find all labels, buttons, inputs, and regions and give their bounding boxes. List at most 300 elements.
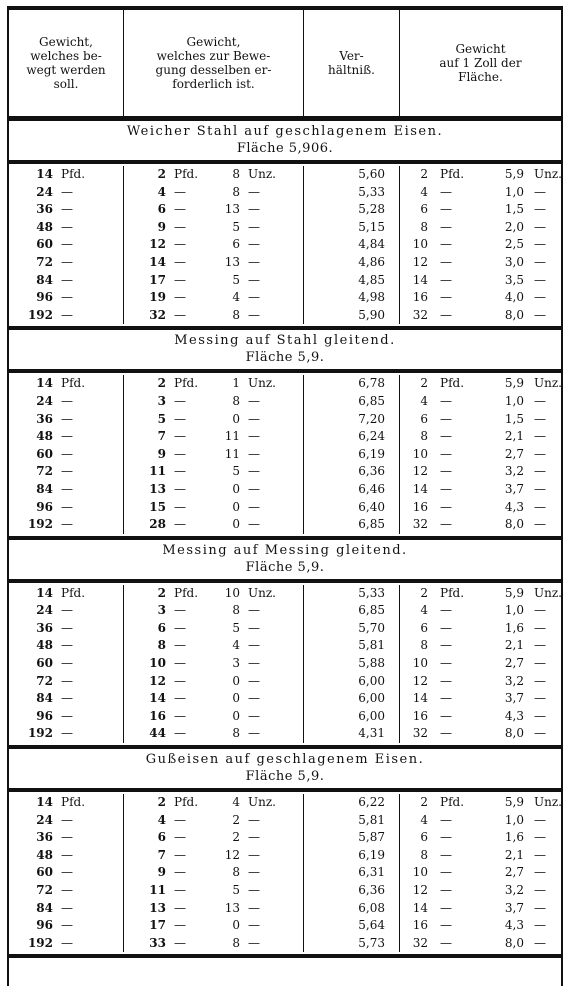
per-inch-pounds: 16 <box>412 918 428 933</box>
cell-required-weight <box>123 935 303 953</box>
moved-weight-value: 96 <box>36 708 53 723</box>
cell-weight-per-inch <box>399 236 568 254</box>
per-inch-ounces-unit: — <box>534 237 546 252</box>
required-pounds: 16 <box>149 708 166 723</box>
required-ounces-unit: — <box>248 202 260 217</box>
required-pounds-unit: — <box>174 830 186 845</box>
moved-weight-unit: Pfd. <box>61 376 86 391</box>
per-inch-ounces: 2,1 <box>504 638 524 653</box>
moved-weight-value: 36 <box>36 830 53 845</box>
per-inch-pounds: 32 <box>412 307 428 322</box>
required-ounces-unit: — <box>248 184 260 199</box>
table-row <box>9 690 561 708</box>
cell-moved-weight <box>9 481 123 499</box>
moved-weight-value: 36 <box>36 620 53 635</box>
cell-required-weight <box>123 882 303 900</box>
cell-moved-weight <box>9 463 123 481</box>
moved-weight-value: 84 <box>36 691 53 706</box>
required-ounces: 5 <box>232 883 240 897</box>
cell-moved-weight <box>9 219 123 237</box>
cell-weight-per-inch <box>399 499 568 517</box>
cell-moved-weight <box>9 166 123 184</box>
per-inch-ounces-unit: — <box>534 272 546 287</box>
required-pounds: 3 <box>157 603 166 618</box>
per-inch-ounces: 1,0 <box>504 603 524 618</box>
required-pounds: 28 <box>149 517 166 532</box>
cell-weight-per-inch <box>399 690 568 708</box>
moved-weight-unit: — <box>61 254 73 269</box>
friction-table-page <box>7 6 563 986</box>
cell-weight-per-inch <box>399 184 568 202</box>
per-inch-ounces: 3,2 <box>504 464 524 479</box>
section-area: Fläche 5,9. <box>245 350 325 366</box>
per-inch-pounds: 6 <box>420 411 428 426</box>
required-pounds: 17 <box>149 272 166 287</box>
cell-weight-per-inch <box>399 411 568 429</box>
moved-weight-unit: — <box>61 830 73 845</box>
moved-weight-unit: — <box>61 517 73 532</box>
cell-weight-per-inch <box>399 428 568 446</box>
required-ounces: 4 <box>232 290 240 305</box>
cell-moved-weight <box>9 725 123 743</box>
required-ounces-unit: — <box>248 708 260 723</box>
per-inch-ounces-unit: — <box>534 847 546 862</box>
per-inch-pounds-unit: — <box>440 429 452 444</box>
moved-weight-unit: — <box>61 708 73 723</box>
cell-moved-weight <box>9 864 123 882</box>
required-ounces-unit: — <box>248 830 260 845</box>
per-inch-pounds-unit: — <box>440 517 452 532</box>
per-inch-ounces: 3,7 <box>504 900 524 915</box>
cell-weight-per-inch <box>399 481 568 499</box>
cell-moved-weight <box>9 254 123 272</box>
required-ounces-unit: — <box>248 918 260 933</box>
per-inch-ounces-unit: — <box>534 499 546 514</box>
required-pounds: 14 <box>149 254 166 269</box>
moved-weight-value: 48 <box>36 847 53 862</box>
table-row <box>9 499 561 517</box>
required-ounces: 11 <box>224 446 240 461</box>
required-pounds: 6 <box>157 620 166 635</box>
per-inch-ounces-unit: — <box>534 708 546 723</box>
cell-moved-weight <box>9 935 123 953</box>
per-inch-ounces-unit: — <box>534 219 546 234</box>
moved-weight-unit: — <box>61 883 73 897</box>
required-pounds: 9 <box>157 446 166 461</box>
required-pounds: 13 <box>149 900 166 915</box>
table-row <box>9 236 561 254</box>
cell-required-weight <box>123 289 303 307</box>
required-pounds-unit: Pfd. <box>174 585 199 600</box>
per-inch-ounces: 4,3 <box>504 708 524 723</box>
per-inch-pounds-unit: — <box>440 411 452 426</box>
required-ounces: 5 <box>232 620 240 635</box>
per-inch-ounces: 5,9 <box>504 795 524 810</box>
required-pounds-unit: — <box>174 620 186 635</box>
per-inch-ounces-unit: — <box>534 481 546 496</box>
per-inch-pounds-unit: — <box>440 219 452 234</box>
per-inch-pounds: 10 <box>412 865 428 880</box>
cell-moved-weight <box>9 882 123 900</box>
per-inch-ounces: 3,0 <box>504 254 524 269</box>
moved-weight-unit: — <box>61 290 73 305</box>
table-row <box>9 481 561 499</box>
required-pounds: 8 <box>157 638 166 653</box>
required-ounces-unit: — <box>248 935 260 950</box>
per-inch-pounds: 6 <box>420 620 428 635</box>
moved-weight-value: 24 <box>36 393 53 408</box>
per-inch-pounds-unit: — <box>440 900 452 915</box>
per-inch-ounces-unit: — <box>534 918 546 933</box>
moved-weight-unit: — <box>61 219 73 234</box>
required-ounces-unit: Unz. <box>248 795 276 810</box>
table-row <box>9 201 561 219</box>
required-pounds-unit: — <box>174 812 186 827</box>
table-row <box>9 585 561 603</box>
cell-moved-weight <box>9 708 123 726</box>
table-row <box>9 272 561 290</box>
per-inch-pounds: 2 <box>420 376 428 391</box>
required-pounds-unit: — <box>174 254 186 269</box>
cell-moved-weight <box>9 829 123 847</box>
per-inch-ounces-unit: — <box>534 393 546 408</box>
cell-weight-per-inch <box>399 829 568 847</box>
required-pounds: 6 <box>157 202 166 217</box>
moved-weight-unit: — <box>61 812 73 827</box>
moved-weight-unit: — <box>61 411 73 426</box>
per-inch-pounds-unit: — <box>440 918 452 933</box>
required-ounces-unit: — <box>248 517 260 532</box>
cell-weight-per-inch <box>399 602 568 620</box>
required-pounds-unit: — <box>174 708 186 723</box>
ratio-value: 6,22 <box>303 794 399 812</box>
per-inch-pounds: 8 <box>420 847 428 862</box>
bottom-rule <box>9 954 561 958</box>
per-inch-pounds: 6 <box>420 202 428 217</box>
required-ounces-unit: — <box>248 446 260 461</box>
cell-moved-weight <box>9 812 123 830</box>
cell-moved-weight <box>9 184 123 202</box>
per-inch-ounces-unit: — <box>534 620 546 635</box>
required-pounds-unit: — <box>174 272 186 287</box>
required-ounces-unit: — <box>248 272 260 287</box>
ratio-value: 6,00 <box>303 690 399 708</box>
required-ounces: 8 <box>232 865 240 880</box>
table-row <box>9 882 561 900</box>
required-pounds: 15 <box>149 499 166 514</box>
section-area: Fläche 5,9. <box>245 769 325 785</box>
per-inch-ounces-unit: Unz. <box>534 795 562 810</box>
required-pounds-unit: — <box>174 691 186 706</box>
moved-weight-value: 60 <box>36 656 53 671</box>
per-inch-ounces-unit: — <box>534 638 546 653</box>
per-inch-ounces: 4,0 <box>504 290 524 305</box>
cell-weight-per-inch <box>399 864 568 882</box>
moved-weight-value: 24 <box>36 184 53 199</box>
required-ounces-unit: — <box>248 812 260 827</box>
required-pounds: 11 <box>149 464 166 479</box>
moved-weight-value: 96 <box>36 918 53 933</box>
per-inch-ounces: 3,7 <box>504 691 524 706</box>
table-row <box>9 620 561 638</box>
per-inch-ounces: 1,6 <box>504 620 524 635</box>
required-ounces: 8 <box>232 726 240 741</box>
per-inch-ounces-unit: — <box>534 411 546 426</box>
required-pounds-unit: Pfd. <box>174 167 199 181</box>
moved-weight-unit: — <box>61 446 73 461</box>
required-pounds: 9 <box>157 865 166 880</box>
per-inch-pounds-unit: — <box>440 883 452 897</box>
cell-weight-per-inch <box>399 463 568 481</box>
moved-weight-value: 84 <box>36 900 53 915</box>
moved-weight-unit: Pfd. <box>61 795 86 810</box>
per-inch-ounces-unit: — <box>534 691 546 706</box>
per-inch-pounds-unit: — <box>440 464 452 479</box>
per-inch-pounds: 4 <box>420 603 428 618</box>
moved-weight-unit: — <box>61 603 73 618</box>
per-inch-pounds-unit: Pfd. <box>440 167 465 181</box>
required-pounds-unit: — <box>174 219 186 234</box>
required-ounces: 12 <box>224 847 240 862</box>
moved-weight-value: 60 <box>36 446 53 461</box>
cell-required-weight <box>123 900 303 918</box>
required-pounds-unit: — <box>174 464 186 479</box>
required-ounces-unit: — <box>248 237 260 252</box>
required-pounds: 7 <box>157 847 166 862</box>
per-inch-pounds-unit: — <box>440 254 452 269</box>
required-ounces-unit: Unz. <box>248 376 276 391</box>
per-inch-ounces-unit: Unz. <box>534 376 562 391</box>
cell-required-weight <box>123 673 303 691</box>
cell-moved-weight <box>9 585 123 603</box>
per-inch-pounds-unit: — <box>440 620 452 635</box>
per-inch-ounces-unit: — <box>534 464 546 479</box>
cell-required-weight <box>123 393 303 411</box>
moved-weight-value: 192 <box>27 726 53 741</box>
cell-weight-per-inch <box>399 375 568 393</box>
per-inch-pounds-unit: — <box>440 290 452 305</box>
moved-weight-value: 48 <box>36 638 53 653</box>
cell-weight-per-inch <box>399 166 568 184</box>
cell-required-weight <box>123 219 303 237</box>
required-pounds-unit: Pfd. <box>174 795 199 810</box>
ratio-value: 4,85 <box>303 272 399 290</box>
moved-weight-unit: — <box>61 499 73 514</box>
per-inch-ounces: 1,6 <box>504 830 524 845</box>
ratio-value: 5,28 <box>303 201 399 219</box>
cell-weight-per-inch <box>399 201 568 219</box>
required-pounds-unit: — <box>174 429 186 444</box>
ratio-value: 5,33 <box>303 585 399 603</box>
moved-weight-value: 14 <box>36 795 53 810</box>
required-pounds: 19 <box>149 290 166 305</box>
moved-weight-unit: — <box>61 202 73 217</box>
cell-moved-weight <box>9 428 123 446</box>
cell-required-weight <box>123 602 303 620</box>
section-title-block <box>9 330 561 369</box>
section-title-block <box>9 540 561 579</box>
cell-moved-weight <box>9 499 123 517</box>
header-ratio: Ver- hältniß. <box>303 10 399 116</box>
cell-weight-per-inch <box>399 917 568 935</box>
required-ounces: 0 <box>232 708 240 723</box>
table-row <box>9 708 561 726</box>
per-inch-ounces-unit: Unz. <box>534 167 562 181</box>
table-row <box>9 935 561 953</box>
header-required-weight: Gewicht, welches zur Bewe- gung desselben er- forderlich ist. <box>123 10 303 116</box>
required-pounds-unit: — <box>174 411 186 426</box>
required-ounces: 4 <box>232 795 240 810</box>
ratio-value: 6,36 <box>303 463 399 481</box>
cell-moved-weight <box>9 900 123 918</box>
moved-weight-value: 96 <box>36 499 53 514</box>
cell-moved-weight <box>9 637 123 655</box>
per-inch-pounds-unit: — <box>440 691 452 706</box>
ratio-value: 5,88 <box>303 655 399 673</box>
per-inch-pounds-unit: — <box>440 847 452 862</box>
moved-weight-value: 96 <box>36 290 53 305</box>
required-pounds: 6 <box>157 830 166 845</box>
header-moved-weight: Gewicht, welches be- wegt werden soll. <box>26 35 106 91</box>
cell-weight-per-inch <box>399 935 568 953</box>
per-inch-ounces: 1,5 <box>504 202 524 217</box>
per-inch-pounds-unit: Pfd. <box>440 585 465 600</box>
cell-moved-weight <box>9 917 123 935</box>
per-inch-ounces: 4,3 <box>504 918 524 933</box>
per-inch-pounds: 12 <box>412 464 428 479</box>
table-row <box>9 673 561 691</box>
required-ounces: 0 <box>232 481 240 496</box>
ratio-value: 6,78 <box>303 375 399 393</box>
ratio-value: 5,15 <box>303 219 399 237</box>
ratio-value: 4,84 <box>303 236 399 254</box>
per-inch-pounds: 8 <box>420 219 428 234</box>
cell-weight-per-inch <box>399 446 568 464</box>
required-pounds: 7 <box>157 429 166 444</box>
required-ounces-unit: Unz. <box>248 167 276 181</box>
moved-weight-unit: — <box>61 691 73 706</box>
required-pounds: 33 <box>149 935 166 950</box>
per-inch-ounces: 3,2 <box>504 673 524 688</box>
table-row <box>9 375 561 393</box>
required-pounds-unit: — <box>174 673 186 688</box>
ratio-value: 5,90 <box>303 307 399 325</box>
per-inch-pounds-unit: — <box>440 202 452 217</box>
per-inch-pounds-unit: — <box>440 726 452 741</box>
cell-moved-weight <box>9 620 123 638</box>
per-inch-pounds: 14 <box>412 272 428 287</box>
required-ounces-unit: — <box>248 411 260 426</box>
per-inch-pounds: 16 <box>412 499 428 514</box>
moved-weight-value: 14 <box>36 585 53 600</box>
ratio-value: 6,19 <box>303 446 399 464</box>
required-ounces: 8 <box>232 603 240 618</box>
per-inch-pounds: 16 <box>412 290 428 305</box>
per-inch-pounds-unit: — <box>440 499 452 514</box>
cell-required-weight <box>123 428 303 446</box>
per-inch-ounces: 1,5 <box>504 411 524 426</box>
required-ounces-unit: — <box>248 393 260 408</box>
per-inch-pounds-unit: Pfd. <box>440 376 465 391</box>
required-ounces-unit: — <box>248 603 260 618</box>
cell-moved-weight <box>9 289 123 307</box>
moved-weight-value: 14 <box>36 376 53 391</box>
required-pounds-unit: — <box>174 847 186 862</box>
per-inch-ounces: 2,1 <box>504 429 524 444</box>
required-pounds: 17 <box>149 918 166 933</box>
cell-weight-per-inch <box>399 794 568 812</box>
table-row <box>9 411 561 429</box>
section-rows <box>9 583 561 745</box>
moved-weight-value: 36 <box>36 202 53 217</box>
table-row <box>9 847 561 865</box>
per-inch-ounces-unit: — <box>534 935 546 950</box>
cell-required-weight <box>123 184 303 202</box>
ratio-value: 5,73 <box>303 935 399 953</box>
cell-required-weight <box>123 690 303 708</box>
cell-required-weight <box>123 585 303 603</box>
required-ounces: 3 <box>232 656 240 671</box>
required-pounds-unit: Pfd. <box>174 376 199 391</box>
required-pounds: 12 <box>149 673 166 688</box>
required-pounds-unit: — <box>174 935 186 950</box>
per-inch-ounces: 8,0 <box>504 517 524 532</box>
per-inch-pounds: 10 <box>412 656 428 671</box>
required-ounces: 4 <box>232 638 240 653</box>
required-ounces: 0 <box>232 499 240 514</box>
per-inch-ounces-unit: Unz. <box>534 585 562 600</box>
per-inch-ounces-unit: — <box>534 900 546 915</box>
cell-weight-per-inch <box>399 289 568 307</box>
required-pounds-unit: — <box>174 446 186 461</box>
per-inch-pounds-unit: — <box>440 184 452 199</box>
required-ounces-unit: — <box>248 847 260 862</box>
required-pounds-unit: — <box>174 393 186 408</box>
required-pounds: 32 <box>149 307 166 322</box>
ratio-value: 6,36 <box>303 882 399 900</box>
table-row <box>9 900 561 918</box>
cell-weight-per-inch <box>399 254 568 272</box>
required-ounces: 11 <box>224 429 240 444</box>
cell-weight-per-inch <box>399 516 568 534</box>
cell-moved-weight <box>9 375 123 393</box>
cell-moved-weight <box>9 847 123 865</box>
per-inch-pounds: 4 <box>420 393 428 408</box>
ratio-value: 6,85 <box>303 516 399 534</box>
required-ounces-unit: — <box>248 900 260 915</box>
per-inch-ounces: 8,0 <box>504 935 524 950</box>
ratio-value: 6,00 <box>303 708 399 726</box>
table-row <box>9 166 561 184</box>
ratio-value: 5,81 <box>303 637 399 655</box>
required-pounds-unit: — <box>174 307 186 322</box>
per-inch-ounces: 5,9 <box>504 585 524 600</box>
per-inch-ounces: 1,0 <box>504 393 524 408</box>
required-pounds-unit: — <box>174 202 186 217</box>
section-rows <box>9 792 561 954</box>
per-inch-pounds: 32 <box>412 517 428 532</box>
per-inch-pounds: 4 <box>420 812 428 827</box>
per-inch-pounds: 14 <box>412 900 428 915</box>
header-weight-per-inch: Gewicht auf 1 Zoll der Fläche. <box>399 10 561 116</box>
per-inch-pounds-unit: — <box>440 656 452 671</box>
ratio-value: 6,08 <box>303 900 399 918</box>
required-ounces: 8 <box>232 167 240 181</box>
moved-weight-unit: — <box>61 272 73 287</box>
moved-weight-unit: — <box>61 656 73 671</box>
per-inch-pounds-unit: — <box>440 673 452 688</box>
required-ounces-unit: — <box>248 307 260 322</box>
